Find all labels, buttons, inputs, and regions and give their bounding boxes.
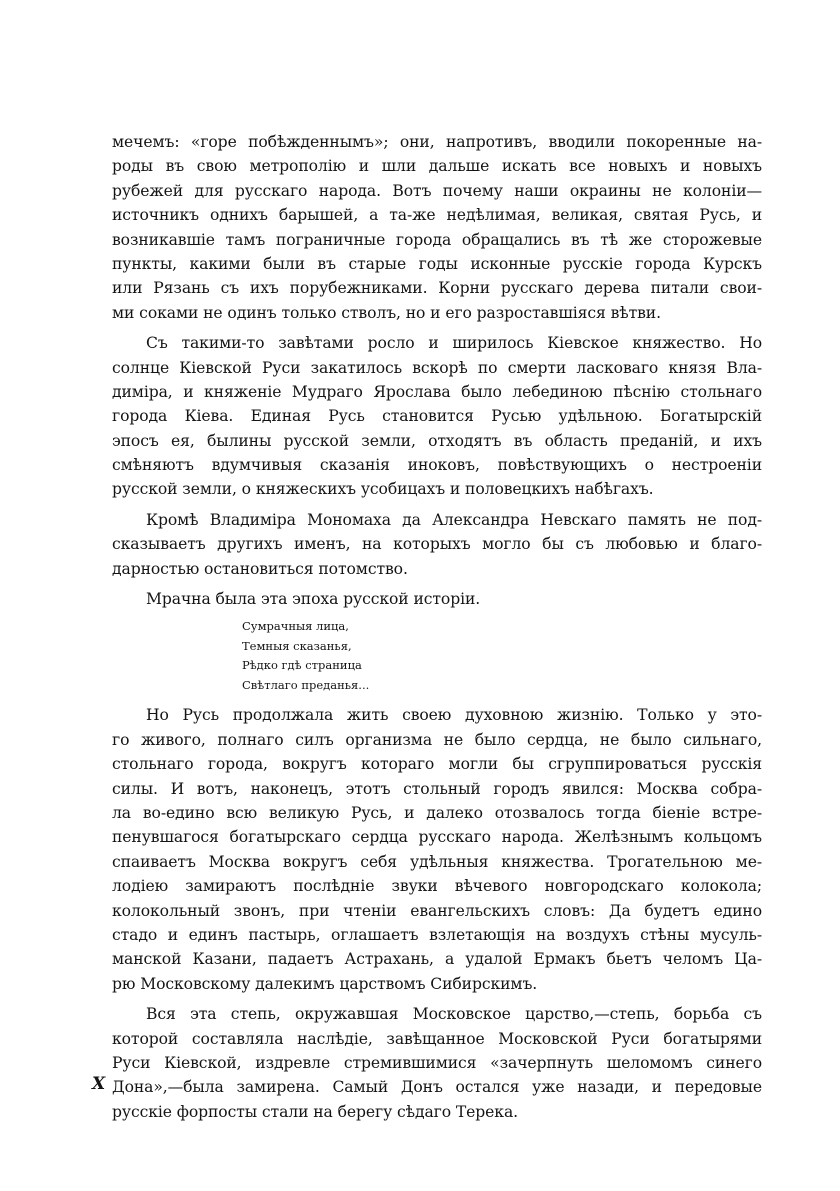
text-line: роды въ свою метрополію и шли дальше искать все новыхъ и новыхъ <box>112 157 762 176</box>
text-line: ла во-едино всю великую Русь, и далеко отозвалось тогда біеніе встре- <box>112 803 762 822</box>
text-line: пенувшагося богатырскаго сердца русскаго народа. Желѣзнымъ кольцомъ <box>112 828 762 847</box>
text-line: силы. И вотъ, наконецъ, этотъ стольный городъ явился: Москва собра- <box>112 779 762 798</box>
text-line: источникъ однихъ барышей, а та-же недѣлимая, великая, святая Русь, и <box>112 206 762 225</box>
text-line: дарностью остановиться потомство. <box>112 559 408 578</box>
verse-line: Рѣдко гдѣ страница <box>242 658 362 673</box>
text-line: пункты, какими были въ старые годы исконные русскіе города Курскъ <box>112 254 762 273</box>
text-line: русскіе форпосты стали на берегу сѣдаго Терека. <box>112 1102 519 1121</box>
verse-line: Сумрачныя лица, <box>242 619 349 634</box>
text-line: города Кіева. Единая Русь становится Русью удѣльною. Богатырскій <box>112 407 762 426</box>
text-line: эпосъ ея, былины русской земли, отходятъ въ область преданій, и ихъ <box>112 431 762 450</box>
text-line: Съ такими-то завѣтами росло и ширилось Кіевское княжество. Но <box>146 334 762 353</box>
text-line: диміра, и княженіе Мудраго Ярослава было лебединою пѣснію стольнаго <box>112 382 762 401</box>
paragraph-4 <box>112 587 762 611</box>
text-line: ми соками не одинъ только стволъ, но и его разроставшіяся вѣтви. <box>112 303 661 322</box>
text-line: го живого, полнаго силъ организма не было сердца, не было сильнаго, <box>112 730 762 749</box>
text-line: спаиваетъ Москва вокругъ себя удѣльныя княжества. Трогательною ме- <box>112 852 762 871</box>
text-line: возникавшіе тамъ пограничные города обращались въ тѣ же сторожевые <box>112 230 762 249</box>
page-number: X <box>92 1074 106 1094</box>
text-line: стадо и единъ пастырь, оглашаетъ взлетающія на воздухъ стѣны мусуль- <box>112 925 762 944</box>
verse-quote <box>242 617 542 695</box>
text-line: стольнаго города, вокругъ котораго могли бы сгруппироваться русскія <box>112 755 762 774</box>
body-text <box>112 130 762 1130</box>
text-line: солнце Кіевской Руси закатилось вскорѣ по смерти ласковаго князя Вла- <box>112 358 762 377</box>
paragraph-1 <box>112 130 762 325</box>
text-line: манской Казани, падаетъ Астрахань, а удалой Ермакъ бьетъ челомъ Ца- <box>112 950 762 969</box>
text-line: сказываетъ другихъ именъ, на которыхъ могло бы съ любовью и благо- <box>112 535 762 554</box>
paragraph-5 <box>112 703 762 996</box>
text-line: которой составляла наслѣдіе, завѣщанное Московской Руси богатырями <box>112 1029 762 1048</box>
verse-line: Свѣтлаго преданья... <box>242 677 370 692</box>
text-line: рубежей для русскаго народа. Вотъ почему наши окраины не колоніи— <box>112 181 762 200</box>
text-line: лодіею замираютъ послѣдніе звуки вѣчевого новгородскаго колокола; <box>112 877 762 896</box>
verse-line: Темныя сказанья, <box>242 638 352 653</box>
text-line: Руси Кіевской, издревле стремившимися «зачерпнуть шеломомъ синего <box>112 1053 762 1072</box>
paragraph-6 <box>112 1002 762 1124</box>
text-line: мечемъ: «горе побѣжденнымъ»; они, напротивъ, вводили покоренные на- <box>112 133 762 151</box>
text-line: колокольный звонъ, при чтеніи евангельскихъ словъ: Да будетъ едино <box>112 901 762 920</box>
text-line: рю Московскому далекимъ царствомъ Сибирскимъ. <box>112 974 538 993</box>
paragraph-2 <box>112 331 762 502</box>
text-line: Вся эта степь, окружавшая Московское царство,—степь, борьба съ <box>146 1005 762 1024</box>
text-line: Кромѣ Владиміра Мономаха да Александра Невскаго память не под- <box>146 510 762 529</box>
text-line: русской земли, о княжескихъ усобицахъ и половецкихъ набѣгахъ. <box>112 480 654 499</box>
text-line: Дона»,—была замирена. Самый Донъ остался уже назади, и передовые <box>112 1078 762 1097</box>
text-line: Но Русь продолжала жить своею духовною жизнію. Только у это- <box>146 706 762 725</box>
text-line: или Рязань съ ихъ порубежниками. Корни русскаго дерева питали свои- <box>112 279 762 298</box>
text-line: смѣняютъ вдумчивыя сказанія иноковъ, повѣствующихъ о нестроеніи <box>112 456 762 475</box>
paragraph-3 <box>112 508 762 581</box>
text-line: Мрачна была эта эпоха русской исторіи. <box>146 590 481 609</box>
